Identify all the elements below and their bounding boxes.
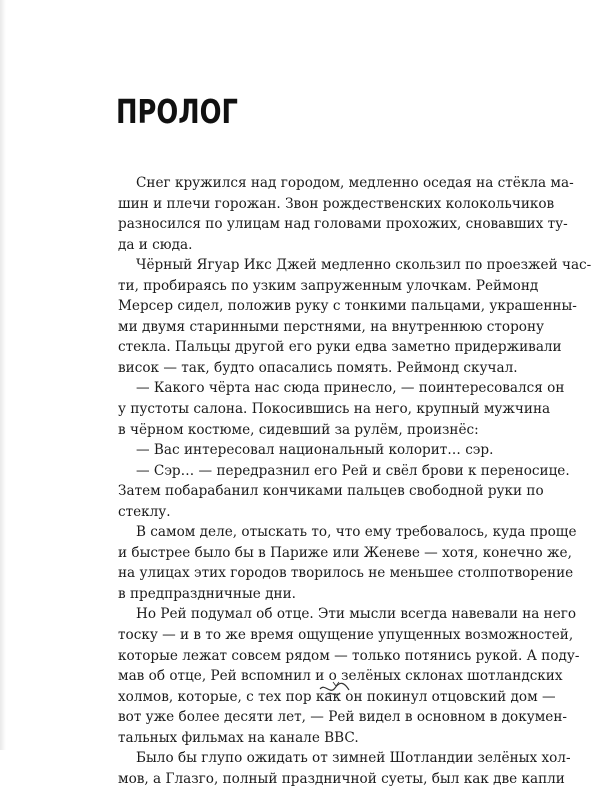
text-line: — Вас интересовал национальный колорит… сэр. <box>136 442 494 459</box>
paragraph-6 <box>118 522 577 604</box>
text-line: Чёрный Ягуар Икс Джей медленно скользил по проезжей час- <box>136 257 592 274</box>
text-line: в предпраздничные дни. <box>118 585 296 602</box>
ink-mark <box>318 679 352 701</box>
text-line: — Какого чёрта нас сюда принесло, — поинтересовался он <box>136 380 565 397</box>
text-line: Но Рей подумал об отце. Эти мысли всегда навевали на него <box>136 606 577 623</box>
text-line: тальных фильмах на канале BBC. <box>118 729 359 746</box>
text-line: ми двумя старинными перстнями, на внутреннюю сторону <box>118 318 545 335</box>
text-line: Было бы глупо ожидать от зимней Шотландии зелёных хол- <box>136 750 571 767</box>
paragraph-1 <box>118 173 574 255</box>
text-line: висок — так, будто опасались помять. Реймонд скучал. <box>118 359 518 376</box>
text-line: да и сюда. <box>118 236 193 253</box>
text-line: тоску — и в то же время ощущение упущенных возможностей, <box>118 627 574 644</box>
text-line: на улицах этих городов творилось не меньшее столпотворение <box>118 565 574 582</box>
text-line: и быстрее было бы в Париже или Женеве — хотя, конечно же, <box>118 544 572 561</box>
text-line: в чёрном костюме, сидевший за рулём, произнёс: <box>118 421 479 438</box>
text-line: Мерсер сидел, положив руку с тонкими пальцами, украшенны- <box>118 298 577 315</box>
text-line: мав об отце, Рей вспомнил и о зелёных склонах шотландских <box>118 668 563 685</box>
text-line: у пустоты салона. Покосившись на него, крупный мужчина <box>118 401 551 418</box>
text-line: вот уже более десяти лет, — Рей видел в основном в докумен- <box>118 709 567 726</box>
paragraph-4 <box>118 440 494 461</box>
body-text <box>118 173 592 789</box>
text-line: Снег кружился над городом, медленно оседая на стёкла ма- <box>136 175 574 191</box>
text-line: которые лежат совсем рядом — только потянись рукой. А поду- <box>118 647 580 664</box>
text-line: Затем побарабанил кончиками пальцев свободной руки по <box>118 483 544 500</box>
paragraph-8 <box>118 748 571 789</box>
paragraph-2 <box>118 255 592 378</box>
text-line: шин и плечи горожан. Звон рождественских колокольчиков <box>118 195 555 212</box>
text-line: разносился по улицам над головами прохожих, сновавших ту- <box>118 216 568 233</box>
paragraph-7 <box>118 604 580 748</box>
text-line: ти, пробираясь по узким запруженным улочкам. Реймонд <box>118 277 539 294</box>
text-line: В самом деле, отыскать то, что ему требовалось, куда проще <box>136 524 577 541</box>
text-line: стекла. Пальцы другой его руки едва заметно придерживали <box>118 339 562 356</box>
chapter-title: ПРОЛОГ <box>116 92 238 131</box>
text-line: мов, а Глазго, полный праздничной суеты, был как две капли <box>118 770 565 787</box>
text-line: холмов, которые, с тех пор как он покинул отцовский дом — <box>118 688 556 705</box>
paragraph-5 <box>118 461 570 523</box>
paragraph-3 <box>118 378 565 440</box>
text-line: стеклу. <box>118 503 171 520</box>
text-line: — Сэр… — передразнил его Рей и свёл брови к переносице. <box>136 462 570 479</box>
